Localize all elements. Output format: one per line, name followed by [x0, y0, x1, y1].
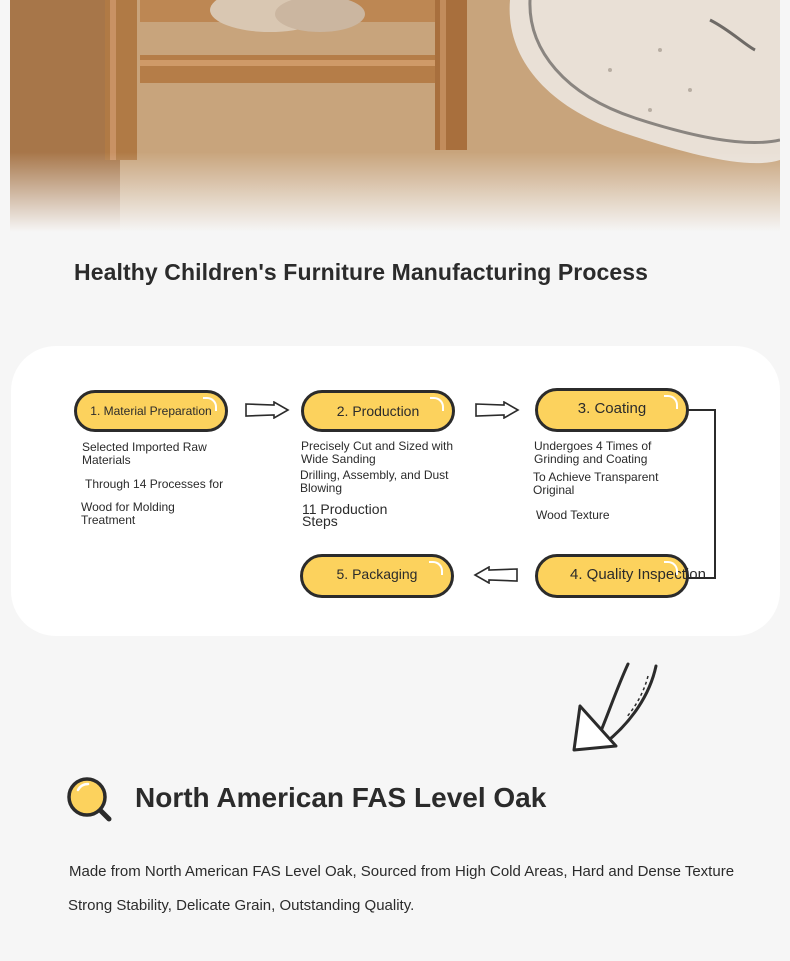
process-title: Healthy Children's Furniture Manufacturing Process [74, 259, 649, 285]
arrow-left-icon [473, 566, 519, 584]
step3-desc-a: Undergoes 4 Times of Grinding and Coating [534, 439, 652, 466]
step2-desc-a: Precisely Cut and Sized with Wide Sanding [301, 439, 454, 466]
curved-arrow-icon [568, 660, 662, 756]
step3-desc-b: To Achieve Transparent Original [533, 470, 659, 497]
step1-desc-b: Through 14 Processes for [85, 477, 224, 491]
step-quality-inspection: 4. Quality Inspection [535, 554, 689, 598]
step-packaging: 5. Packaging [300, 554, 454, 598]
step2-desc-c: 11 Production Steps [302, 501, 388, 529]
step1-desc-a: Selected Imported Raw Materials [82, 440, 207, 467]
arrow-right-icon [474, 401, 520, 419]
magnifier-icon [66, 776, 114, 824]
step3-desc-c: Wood Texture [536, 508, 610, 522]
arrow-right-icon [244, 401, 290, 419]
material-title: North American FAS Level Oak [135, 782, 547, 813]
step-coating: 3. Coating [535, 388, 689, 432]
material-line-2: Strong Stability, Delicate Grain, Outstanding Quality. [68, 897, 415, 914]
step-production: 2. Production [301, 390, 455, 432]
step1-desc-c: Wood for Molding Treatment [81, 500, 175, 527]
step-material-preparation: 1. Material Preparation [74, 390, 228, 432]
material-line-1: Made from North American FAS Level Oak, Sourced from High Cold Areas, Hard and Dense Texture [69, 863, 735, 880]
step2-desc-b: Drilling, Assembly, and Dust Blowing [300, 468, 449, 495]
